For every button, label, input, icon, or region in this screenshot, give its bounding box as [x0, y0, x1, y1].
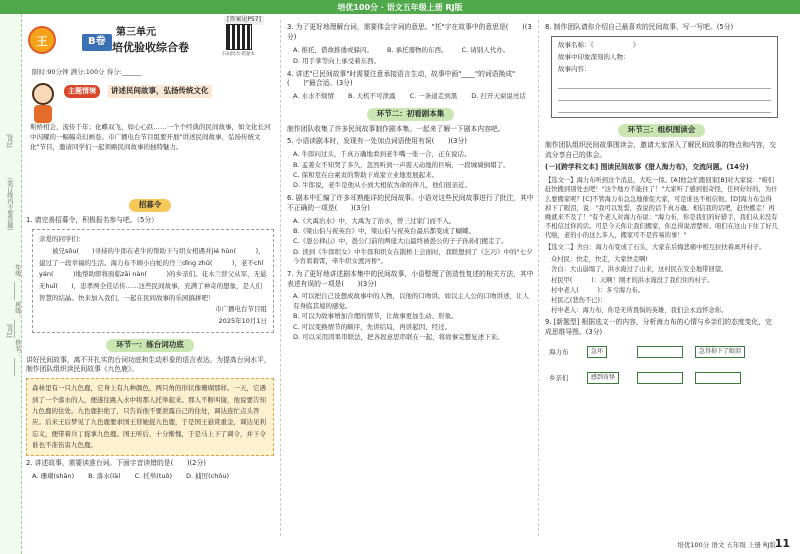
- drama-line[interactable]: 村中老人( )：多亏海力布。: [551, 286, 645, 294]
- option-d[interactable]: D. 捕厉(chōu): [186, 472, 229, 481]
- option-a[interactable]: A. 水水不烦情: [293, 92, 334, 101]
- story-name-field[interactable]: 故事名称：《 》: [558, 40, 640, 49]
- story-fill-box: [551, 36, 778, 118]
- option-a[interactable]: A. 珊瑚(shān): [32, 472, 75, 481]
- option-b[interactable]: B. 承托器物的东西。: [386, 45, 448, 54]
- question-7-options: [287, 292, 534, 342]
- question-9: 9. [新题型] 根据选文一的内容，分析海力布的心情与乡亲们的态度变化，完成思维导图。(3分): [545, 318, 772, 336]
- question-3-options: [287, 46, 534, 67]
- mind-map-box: 急得掉下了眼泪: [695, 346, 745, 359]
- option-d[interactable]: D. 可以采用因果串联法，把各段意思串联在一起，将故事完整复述下来。: [293, 333, 504, 342]
- notice-date: 2025年10月1日: [218, 316, 267, 325]
- story-content-field[interactable]: 故事内容：: [558, 64, 591, 73]
- answer-line[interactable]: [558, 102, 771, 113]
- column-left: [26, 16, 274, 536]
- notice-body[interactable]: 被兄sōu( )寻持的牛郎在老牛的帮助下与织女相遇并jié hūn( )，建过了一段幸福的生活。海力布不顾小白蛇的丹三dīng zhǔ( )，老不chǐ yán( )地帮助即将面临zāi nàn( )的乡亲们。花木兰替父从军，无悬无huǐ( )，忠孝两全佳话传……这些民间故事，充满了神奇的想象，是人们智慧的结晶。快来加入我们，一起在民间故事的乐园搞拼吧！: [39, 246, 267, 302]
- option-a[interactable]: A. 牛郎问过头，千真万确地看到老牛嘴一张一合，正在说话。: [293, 150, 471, 159]
- option-b[interactable]: B. 天机不可泄露: [347, 92, 396, 101]
- column-right: [538, 20, 778, 536]
- question-4: 4. 讲述"已民间故事"时需要注意承接语言生动，故事中画"____"的词语换成"( )"最合适。(3分): [287, 69, 516, 88]
- option-a[interactable]: A. 推托，借故推诿或躲闪。: [293, 45, 373, 54]
- excerpt-2: 【选文二】舍白：海力布变成了石头，大家在后悔悲痛中相互拉扶着离开村子。: [545, 244, 766, 252]
- notice-greeting: 亲爱的同学们：: [39, 235, 85, 244]
- notice-signature: 市广播电台节目组: [215, 305, 267, 314]
- option-d[interactable]: D. 读到《牛郎织女》中牛郎和织女在鹊桥上会面时，我联想到了《乞巧》中的"七夕今宵看碧霄，牵牛织女渡河桥"。: [293, 247, 533, 266]
- theme-title: 讲述民间故事，弘扬传统文化: [108, 85, 212, 98]
- question-4-options: [287, 92, 534, 101]
- option-d[interactable]: D. 牛郎说，老牛是他从小到大相依为命的伴儿，他们很亲近。: [293, 181, 472, 190]
- section-1-intro: 讲好民间故事，离不开扎实的台词功底和生动形象的语言表达。为提高台词水平，制作团队组织读民间故事《九色鹿》。: [26, 355, 271, 374]
- excerpt-1: 【选文一】海力布听到这个消息，大吃一惊。[A]他急忙跑回家[B]对大家说："咱们赶快搬到别处去吧！"这个地方不能住了！"大家听了感到很奇怪，任何好好的，为什么要搬家呢？[C]不管海力布急急地催促大家，可是谁也不相信他。[D]海力布急得掉下了眼泪，说："我可以发誓，我说的话千真万确。相信我的话吧，赶快搬走！再晚就来不及了！"有个老人对海力布说："海力布，你是我们的好猎手，我们从来没有不相信过你的话。可是今天你让我们搬家，你总得说清楚呀。咱们在这山下住了好几代啦，老的小的这么多人，搬家可不是容易的事！": [545, 177, 778, 239]
- reading-title: (一)[跨学科文本] 围读民间故事《猎人海力布》，交流问题。(14分): [545, 163, 749, 172]
- drama-line: 众村民：快走，快走，大家快走啊!: [551, 256, 648, 264]
- option-d[interactable]: D. 用手掌等向上承受着东西。: [293, 57, 381, 66]
- question-6-options: [287, 217, 534, 267]
- story-text: 森林里有一只九色鹿，它身上有九种颜色，两只角的形状像珊瑚那样。一天，它遇到了一个落水的人，便遂往跳入水中将那人托举起来。那人不断叫谢，他说要告知九色鹿的住处。九色鹿拒绝了，只告诉他不要泄露自己的住处，调达连忙点头答应。后来王后梦见了九色鹿要求国王替她捉九色鹿，于是国王悬赏重金，调达见利忘义，便带着兵丁捉拿九色鹿。国王听后，十分惭愧，于是马上下了调令，并下令谁也不准伤害九色鹿。: [26, 378, 274, 456]
- story-character-field[interactable]: 故事中印象深刻的人物：: [558, 52, 630, 61]
- page-number: 11: [774, 537, 790, 551]
- answer-line[interactable]: [558, 78, 771, 89]
- question-1: 1. 请完善招募令，积极报名参与吧。（5分）: [26, 216, 158, 225]
- brand-logo: 王: [28, 26, 56, 54]
- question-5: 5. 小语读剧本时，发现有一处加点词语使用有误( )(3分): [287, 137, 467, 146]
- drama-line: 村中老人：海力布，你是无所畏惧的英雄，我们会永远怀念你。: [551, 306, 728, 314]
- question-2: 2. 讲述故事，需要读准台词。下面字音读错的是( )(2分): [26, 459, 206, 468]
- option-b[interactable]: B. 孟姜女不知哭了多久，忽然听到一声震天动地的巨响，一段城墙倒塌了。: [293, 160, 510, 169]
- unit-title: 第三单元: [116, 27, 156, 38]
- section-3-heading: 环节三：组织围读会: [545, 124, 778, 137]
- question-7: 7. 为了更好地讲述剧本集中的民间故事，小语整理了创造性复述的相关方法，其中表述有误的一项是( )(3分): [287, 269, 534, 288]
- binding-class-label: 年级：______ 班级：______ 姓名：______: [13, 264, 21, 376]
- mind-map-blank[interactable]: [637, 346, 683, 358]
- section-3-intro: 制作团队组织民间故事围读会，邀请大家深入了解民间故事的特点和内容，交流分享自己的体会。: [545, 140, 777, 159]
- unit-subtitle: 培优验收综合卷: [112, 41, 189, 54]
- mind-map-box: 感到奇怪: [587, 372, 619, 385]
- exam-meta: 限时:90分钟 满分:100分 得分:______: [32, 68, 142, 76]
- binding-mark-1: |页1|: [5, 134, 13, 148]
- option-a[interactable]: A.《大禹治水》中，大禹为了治水，曾三过家门而不入。: [293, 216, 456, 225]
- option-b[interactable]: B. 落水(là): [88, 472, 121, 481]
- mind-map-blank[interactable]: [695, 372, 741, 384]
- section-2-intro: 制作团队收集了许多民间故事制作剧本集。一起来了解一下剧本内容吧。: [287, 124, 505, 133]
- question-6: 6. 剧本中汇编了许多耳熟能详的民间故事。小语对这些民间故事进行了批注，其中不正确的一项是( )(3分): [287, 193, 534, 212]
- option-c[interactable]: C. 可以变换情节的顺序，先讲结局，再讲起因、经过。: [293, 322, 452, 331]
- drama-lines: [545, 255, 778, 315]
- mind-map-blank[interactable]: [637, 372, 683, 384]
- theme-text: 斯桥相会，流传千年；化蝶双飞，如心心跃……一个个经典的民间故事，如文化长河中闪耀的一幅幅奇幻画卷。市广播电台节目组要开展"讲述民间故事，弘扬传统文化"节目，邀请同学们一起领略民间故事的独特魅力。: [30, 123, 271, 151]
- option-c[interactable]: C. 保和堂在白素贞的帮助下成家立业地发展起来。: [293, 171, 439, 180]
- qr-label: 扫码批改·错题本: [222, 52, 255, 57]
- qr-code-icon[interactable]: [226, 24, 252, 50]
- section-2-heading: 环节二：初看剧本集: [287, 108, 534, 121]
- unit-header: [26, 16, 274, 66]
- option-c[interactable]: C.《愚公移山》中，愚公门前的两座大山最终被愚公的子子孙孙们搬走了。: [293, 237, 508, 246]
- binding-warning: （装订线内不要答题）: [5, 174, 13, 234]
- question-8: 8. 制作团队请你介绍自己最喜欢的民间故事，写一写吧。(5分): [545, 23, 734, 31]
- answer-reference: [答案见P57]: [224, 16, 264, 25]
- top-banner: [0, 0, 800, 14]
- answer-line[interactable]: [558, 90, 771, 101]
- column-middle: [280, 20, 534, 536]
- theme-box: [26, 81, 274, 193]
- option-d[interactable]: D. 打开天窗说亮话: [471, 92, 526, 101]
- drama-line[interactable]: 村民甲( )：天啊！刚才的洪水淹没了我们住的村子。: [551, 276, 714, 284]
- question-5-options: [287, 150, 534, 191]
- binding-mark-2: |页1|: [5, 324, 13, 338]
- exam-badge: B卷: [82, 34, 112, 51]
- banner-text: 培优100分 · 语文五年级上册 RJ版: [337, 3, 463, 12]
- recruit-notice: [32, 229, 274, 333]
- option-b[interactable]: B. 可以为故事增加合理的情节，让故事更加生动、形象。: [293, 312, 458, 321]
- option-c[interactable]: C. 请别人代办。: [461, 45, 510, 54]
- section-1-heading: 环节一：练台词功底: [26, 339, 274, 352]
- theme-tag: 主题情境: [64, 85, 100, 97]
- option-b[interactable]: B.《梁山伯与祝英台》中，梁山伯与祝英台最后都变成了蝴蝶。: [293, 227, 476, 235]
- page-footer: 培优100分 语文 五年级 上册 RJ版: [677, 540, 776, 549]
- mind-map-box: 急坏: [587, 346, 607, 359]
- mind-map: [545, 342, 778, 394]
- option-c[interactable]: C. 托举(tuō): [134, 472, 172, 481]
- question-3: 3. 为了更好地理解台词，需要体会字词的意思。"托"字在故事中的意思是( )(3分): [287, 23, 532, 41]
- drama-line: 舍白：大山崩塌了，洪水淹过了山来，这村民在安全地带回望。: [551, 266, 728, 274]
- recruit-heading: 招募令: [26, 199, 274, 212]
- binding-margin: [0, 14, 22, 554]
- student-mascot-icon: [26, 81, 60, 125]
- drama-line[interactable]: 村民乙(悲伤不已)：: [551, 296, 607, 304]
- question-2-options: [26, 472, 274, 481]
- option-c[interactable]: C. 一条道走到黑: [409, 92, 458, 101]
- option-a[interactable]: A. 可以把自己设想成故事中的人物，以他的口吻讲。如以主人公的口吻讲述，让人有身临其境的感觉。: [293, 292, 529, 310]
- mind-map-label-villagers: 乡亲们: [549, 373, 569, 382]
- mind-map-label-haili: 海力布: [549, 347, 569, 356]
